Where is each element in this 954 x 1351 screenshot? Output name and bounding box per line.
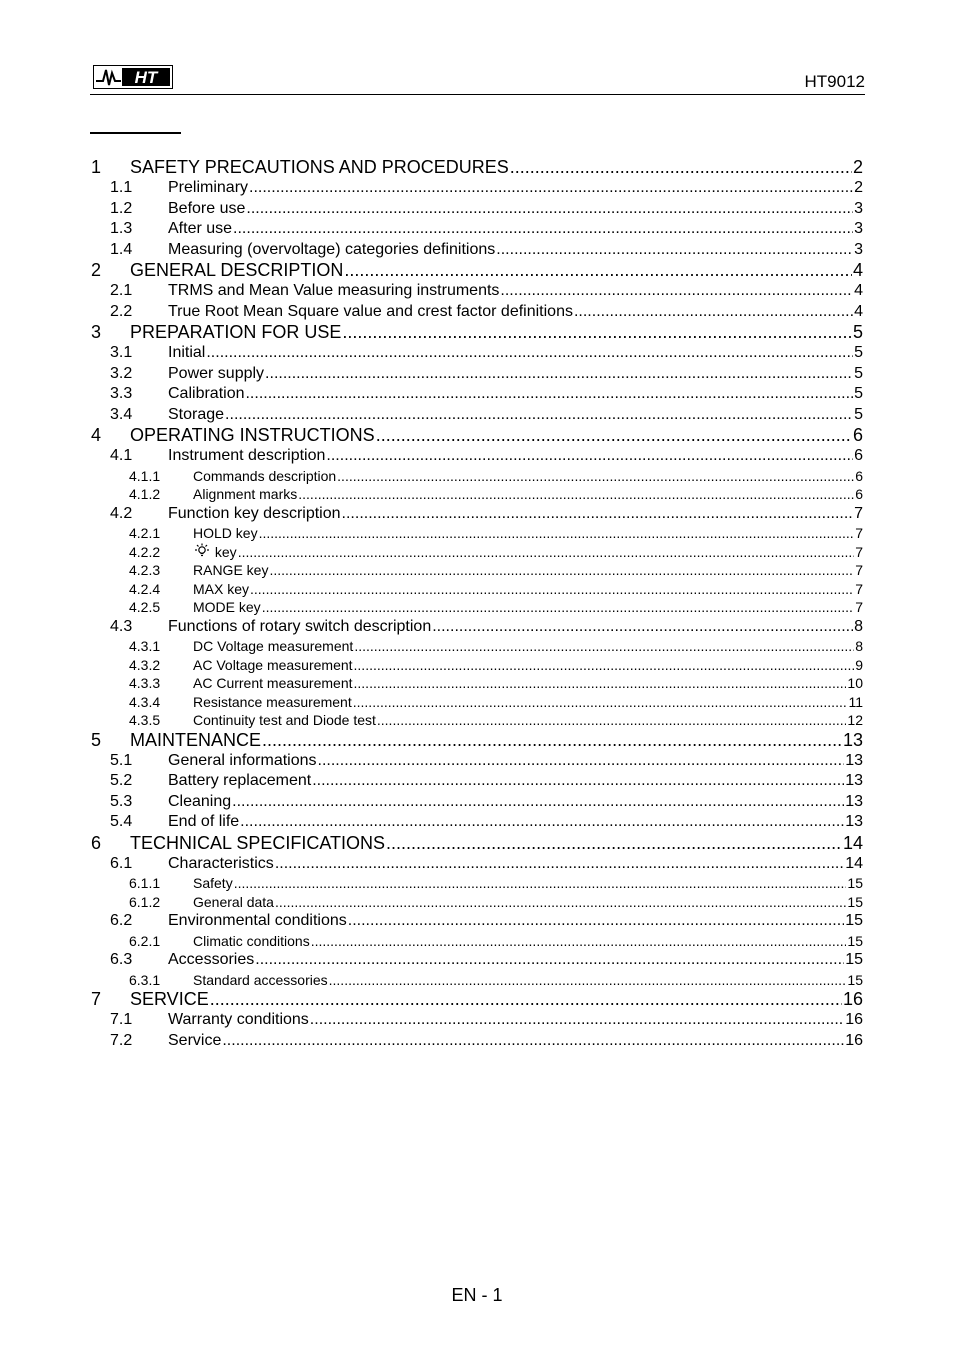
toc-dot-leader <box>574 302 853 323</box>
toc-entry-title-text: AC Current measurement <box>193 675 353 691</box>
toc-entry-number: 4.3.2 <box>129 656 161 673</box>
toc-entry-title-text: HOLD key <box>193 525 258 541</box>
toc-entry[interactable] <box>90 674 863 693</box>
toc-entry-number: 7.2 <box>110 1031 133 1049</box>
toc-entry-page: 15 <box>847 875 863 891</box>
toc-entry-page: 10 <box>847 675 863 691</box>
toc-entry[interactable] <box>90 989 863 1010</box>
toc-entry-number: 5.3 <box>110 792 133 810</box>
toc-dot-leader <box>510 157 852 178</box>
toc-entry-title <box>168 950 254 971</box>
toc-entry[interactable] <box>90 485 863 504</box>
toc-entry[interactable] <box>90 812 863 833</box>
toc-entry-page: 15 <box>847 893 863 910</box>
logo-text: HT <box>134 68 158 87</box>
toc-entry-page: 2 <box>852 157 863 177</box>
toc-entry-title-text: Alignment marks <box>193 486 298 502</box>
toc-entry-number: 1.1 <box>110 179 133 196</box>
toc-entry-page: 4 <box>854 302 863 320</box>
toc-dot-leader <box>269 561 854 580</box>
toc-entry-title <box>168 617 431 638</box>
toc-entry-title-text: Functions of rotary switch description <box>168 617 432 635</box>
toc-entry-number: 2.1 <box>110 282 133 299</box>
toc-entry-title <box>193 693 352 712</box>
toc-entry-number: 5.4 <box>110 813 133 830</box>
toc-entry-number: 6.1.2 <box>129 893 161 910</box>
toc-entry[interactable] <box>90 693 863 712</box>
toc-entry-title <box>130 833 385 854</box>
toc-entry-title-text: Accessories <box>168 951 255 968</box>
toc-entry-title <box>193 674 353 693</box>
toc-entry[interactable] <box>90 656 863 675</box>
toc-entry-title <box>168 1010 309 1031</box>
toc-entry-page: 5 <box>854 344 863 361</box>
toc-entry[interactable] <box>90 561 863 580</box>
toc-entry[interactable] <box>90 260 863 281</box>
toc-entry-title <box>130 157 509 178</box>
toc-entry-title <box>168 792 231 813</box>
toc-entry-title <box>193 485 297 504</box>
toc-entry-title <box>168 384 244 405</box>
toc-dot-leader <box>275 893 846 912</box>
ht-logo-icon <box>93 65 173 89</box>
toc-entry-title-text: Function key description <box>168 504 341 522</box>
toc-entry-title-text: Instrument description <box>168 447 326 464</box>
toc-entry-page: 16 <box>845 1011 863 1028</box>
toc-entry-title-text: MAX key <box>193 580 250 597</box>
toc-entry-page: 3 <box>854 220 863 237</box>
toc-entry-title-text: MAINTENANCE <box>130 729 262 750</box>
toc-entry-title-text: End of life <box>168 813 240 830</box>
toc-entry-page: 5 <box>854 385 863 402</box>
toc-entry-title <box>168 854 274 875</box>
toc-dot-leader <box>342 322 852 343</box>
toc-entry-title <box>168 504 341 525</box>
toc-entry-page: 7 <box>855 562 863 578</box>
toc-dot-leader <box>310 1010 844 1031</box>
toc-entry-number: 7.1 <box>110 1011 133 1028</box>
toc-entry-title-text: TECHNICAL SPECIFICATIONS <box>130 832 386 853</box>
toc-dot-leader <box>354 674 847 693</box>
toc-entry-title-text: Standard accessories <box>193 971 328 988</box>
toc-dot-leader <box>312 771 844 792</box>
toc-entry-page: 7 <box>855 599 863 615</box>
toc-entry-number: 6.1.1 <box>129 875 161 891</box>
toc-entry-number: 4.3 <box>110 617 133 635</box>
toc-entry-title-text: Service <box>168 1031 222 1049</box>
toc-entry-page: 15 <box>847 932 863 949</box>
toc-dot-leader <box>377 711 847 730</box>
toc-entry-number: 1.2 <box>110 199 133 217</box>
toc-entry-title <box>168 302 573 323</box>
toc-entry-title <box>193 524 258 543</box>
model-name: HT9012 <box>804 72 865 91</box>
toc-entry-number: 6.3 <box>110 951 133 968</box>
toc-entry-page: 9 <box>855 656 863 673</box>
toc-entry-number: 4 <box>91 425 102 445</box>
toc-entry-number: 4.1.1 <box>129 467 161 484</box>
toc-entry-page: 12 <box>847 712 863 728</box>
toc-entry-number: 3.4 <box>110 405 133 423</box>
toc-entry[interactable] <box>90 240 863 261</box>
toc-dot-leader <box>386 833 842 854</box>
toc-entry-page: 16 <box>845 1031 863 1049</box>
toc-dot-leader <box>318 751 845 772</box>
toc-dot-leader <box>496 240 853 261</box>
toc-entry-number: 5.2 <box>110 772 133 789</box>
toc-entry-page: 3 <box>854 199 863 217</box>
toc-dot-leader <box>250 580 854 599</box>
toc-dot-leader <box>233 219 853 240</box>
toc-dot-leader <box>344 260 852 281</box>
toc-entry-title-text: SAFETY PRECAUTIONS AND PROCEDURES <box>130 157 509 177</box>
toc-dot-leader <box>222 1031 844 1052</box>
toc-entry-number: 6.3.1 <box>129 971 161 988</box>
toc-entry-title <box>193 561 268 580</box>
toc-entry-title-text: Cleaning <box>168 792 232 810</box>
toc-entry-title <box>168 751 317 772</box>
toc-entry-page: 16 <box>842 989 863 1009</box>
toc-dot-leader <box>206 343 853 364</box>
toc-entry-page: 13 <box>845 813 863 830</box>
toc-entry-title <box>168 199 245 220</box>
toc-entry[interactable] <box>90 751 863 772</box>
toc-entry-number: 4.2.3 <box>129 562 161 578</box>
toc-entry-title-text: Measuring (overvoltage) categories definitions <box>168 240 496 258</box>
toc-entry-title <box>168 281 499 302</box>
toc-entry-title-text: General informations <box>168 751 317 769</box>
toc-entry[interactable] <box>90 711 863 730</box>
toc-entry-title <box>193 543 237 562</box>
toc-entry-title-text: PREPARATION FOR USE <box>130 322 342 342</box>
toc-entry[interactable] <box>90 1010 863 1031</box>
toc-entry[interactable] <box>90 950 863 971</box>
toc-entry-number: 4.2.2 <box>129 543 161 560</box>
toc-entry[interactable] <box>90 322 863 343</box>
toc-entry-title <box>193 467 336 486</box>
toc-entry-title <box>168 240 495 261</box>
toc-entry-title-text: SERVICE <box>130 989 209 1009</box>
toc-entry-number: 4.3.4 <box>129 693 161 710</box>
toc-entry-title <box>193 932 310 951</box>
table-of-contents <box>90 157 863 1051</box>
toc-entry[interactable] <box>90 911 863 932</box>
toc-entry-title-text: RANGE key <box>193 562 269 578</box>
page-header <box>90 58 865 95</box>
toc-entry-title <box>168 771 311 792</box>
title-rule <box>90 132 181 134</box>
toc-dot-leader <box>232 792 844 813</box>
toc-entry-number: 3.2 <box>110 364 133 382</box>
toc-entry-title-text: Calibration <box>168 385 245 402</box>
toc-entry-title <box>193 656 353 675</box>
toc-entry-number: 4.3.3 <box>129 675 161 691</box>
toc-dot-leader <box>298 485 854 504</box>
toc-dot-leader <box>353 693 848 712</box>
toc-entry-number: 3 <box>91 322 102 342</box>
toc-entry[interactable] <box>90 524 863 543</box>
toc-dot-leader <box>376 425 852 446</box>
toc-dot-leader <box>246 199 853 220</box>
toc-dot-leader <box>337 467 854 486</box>
toc-entry-title-text: True Root Mean Square value and crest factor definitions <box>168 302 573 320</box>
toc-entry-number: 1.4 <box>110 240 133 258</box>
toc-entry-title <box>130 425 375 446</box>
toc-entry-title-text: Climatic conditions <box>193 932 310 949</box>
toc-entry[interactable] <box>90 598 863 617</box>
toc-entry-page: 8 <box>855 638 863 654</box>
toc-entry[interactable] <box>90 792 863 813</box>
toc-entry-page: 15 <box>847 971 863 988</box>
toc-entry-number: 6 <box>91 832 102 853</box>
toc-entry-page: 7 <box>855 525 863 541</box>
toc-entry-title <box>168 343 205 364</box>
toc-entry-title-text: Initial <box>168 344 206 361</box>
toc-entry-page: 5 <box>854 405 863 423</box>
toc-entry[interactable] <box>90 302 863 323</box>
toc-entry[interactable] <box>90 637 863 656</box>
toc-dot-leader <box>275 854 844 875</box>
toc-dot-leader <box>245 384 853 405</box>
toc-entry-number: 3.3 <box>110 385 133 402</box>
toc-entry-title <box>168 446 325 467</box>
toc-entry-title-text: Storage <box>168 405 225 423</box>
toc-entry-title-text: General data <box>193 893 274 910</box>
toc-dot-leader <box>249 178 853 199</box>
toc-dot-leader <box>329 971 847 990</box>
toc-entry-page: 7 <box>855 543 863 560</box>
toc-entry-page: 13 <box>845 792 863 810</box>
toc-entry[interactable] <box>90 833 863 854</box>
toc-dot-leader <box>326 446 853 467</box>
toc-entry-number: 6.2.1 <box>129 932 161 949</box>
toc-entry-page: 13 <box>845 772 863 789</box>
page-number: EN - 1 <box>451 1285 503 1305</box>
toc-dot-leader <box>259 524 855 543</box>
toc-entry-title <box>168 911 347 932</box>
toc-entry-title-text: Warranty conditions <box>168 1011 309 1028</box>
toc-dot-leader <box>348 911 844 932</box>
toc-entry-title-text: GENERAL DESCRIPTION <box>130 260 344 280</box>
toc-dot-leader <box>210 989 842 1010</box>
toc-entry-number: 7 <box>91 989 102 1009</box>
toc-entry[interactable] <box>90 730 863 751</box>
toc-entry-page: 6 <box>855 486 863 502</box>
toc-entry-number: 1 <box>91 157 102 177</box>
toc-entry-page: 3 <box>854 240 863 258</box>
toc-entry[interactable] <box>90 199 863 220</box>
toc-entry-page: 6 <box>855 467 863 484</box>
toc-entry[interactable] <box>90 405 863 426</box>
toc-entry-number: 2 <box>91 260 102 280</box>
toc-entry-title-text: Continuity test and Diode test <box>193 712 376 728</box>
toc-entry-number: 4.2.1 <box>129 525 161 541</box>
toc-entry-title-text: Safety <box>193 875 233 891</box>
toc-dot-leader <box>255 950 844 971</box>
toc-entry-page: 6 <box>854 447 863 464</box>
toc-entry[interactable] <box>90 157 863 178</box>
toc-entry-page: 7 <box>854 504 863 522</box>
toc-entry-number: 4.2.5 <box>129 599 161 615</box>
toc-entry-title <box>168 178 248 199</box>
toc-dot-leader <box>500 281 853 302</box>
toc-entry-title <box>193 893 274 912</box>
toc-dot-leader <box>262 598 855 617</box>
toc-entry[interactable] <box>90 617 863 638</box>
toc-entry-title <box>193 874 233 893</box>
toc-entry-title-text: Environmental conditions <box>168 912 347 929</box>
toc-entry[interactable] <box>90 219 863 240</box>
toc-entry-title <box>168 405 224 426</box>
toc-dot-leader <box>262 730 842 751</box>
toc-entry-title <box>193 598 261 617</box>
toc-entry-title <box>168 364 264 385</box>
toc-dot-leader <box>354 656 855 675</box>
toc-entry-number: 1.3 <box>110 220 133 237</box>
toc-entry[interactable] <box>90 504 863 525</box>
toc-entry-number: 4.3.5 <box>129 712 161 728</box>
toc-entry-page: 11 <box>848 693 863 710</box>
toc-entry-title <box>130 322 341 343</box>
toc-dot-leader <box>354 637 854 656</box>
toc-entry[interactable] <box>90 425 863 446</box>
toc-entry[interactable] <box>90 874 863 893</box>
toc-entry-title-text: TRMS and Mean Value measuring instruments <box>168 282 500 299</box>
toc-entry[interactable] <box>90 893 863 912</box>
toc-entry-title-text: AC Voltage measurement <box>193 656 353 673</box>
toc-entry-title-text: After use <box>168 220 233 237</box>
toc-entry[interactable] <box>90 854 863 875</box>
toc-entry-page: 2 <box>854 179 863 196</box>
toc-entry-page: 8 <box>854 617 863 635</box>
toc-entry[interactable] <box>90 1031 863 1052</box>
toc-dot-leader <box>225 405 853 426</box>
toc-entry[interactable] <box>90 932 863 951</box>
toc-entry-number: 5.1 <box>110 751 133 769</box>
toc-entry-number: 5 <box>91 729 102 750</box>
toc-entry[interactable] <box>90 467 863 486</box>
toc-entry[interactable] <box>90 384 863 405</box>
toc-entry-page: 14 <box>845 854 863 872</box>
toc-entry[interactable] <box>90 178 863 199</box>
toc-dot-leader <box>240 812 844 833</box>
toc-entry-page: 15 <box>845 951 863 968</box>
toc-dot-leader <box>238 543 855 562</box>
toc-entry-title <box>193 971 328 990</box>
toc-entry-title-text: DC Voltage measurement <box>193 638 354 654</box>
toc-entry-page: 5 <box>854 364 863 382</box>
toc-entry-title <box>168 219 232 240</box>
toc-entry-number: 6.1 <box>110 854 133 872</box>
toc-entry-number: 4.3.1 <box>129 638 161 654</box>
toc-entry-title-text: Power supply <box>168 364 265 382</box>
toc-entry[interactable] <box>90 971 863 990</box>
toc-entry-number: 4.1.2 <box>129 486 161 502</box>
toc-entry-number: 4.2 <box>110 504 133 522</box>
toc-entry-title <box>130 730 261 751</box>
toc-dot-leader <box>432 617 853 638</box>
toc-entry-page: 15 <box>845 912 863 929</box>
toc-entry-title <box>193 580 249 599</box>
toc-entry-title-text: Resistance measurement <box>193 693 352 710</box>
toc-entry[interactable] <box>90 364 863 385</box>
toc-entry-number: 4.2.4 <box>129 580 161 597</box>
toc-entry[interactable] <box>90 771 863 792</box>
toc-dot-leader <box>311 932 847 951</box>
toc-entry-title <box>193 711 376 730</box>
toc-entry-number: 3.1 <box>110 344 133 361</box>
toc-dot-leader <box>265 364 853 385</box>
toc-entry-title-text: Characteristics <box>168 854 274 872</box>
toc-dot-leader <box>234 874 847 893</box>
toc-entry-title <box>193 637 353 656</box>
toc-entry[interactable] <box>90 580 863 599</box>
toc-entry-number: 6.2 <box>110 912 133 929</box>
toc-entry-title-text: OPERATING INSTRUCTIONS <box>130 425 375 445</box>
toc-entry-page: 6 <box>852 425 863 445</box>
toc-entry[interactable] <box>90 343 863 364</box>
toc-entry-title-text: MODE key <box>193 599 261 615</box>
toc-entry-title <box>168 812 239 833</box>
toc-entry-title-text: Battery replacement <box>168 772 312 789</box>
toc-entry-page: 4 <box>854 282 863 299</box>
toc-entry-title-text: Preliminary <box>168 179 249 196</box>
toc-entry-page: 13 <box>845 751 863 769</box>
toc-entry[interactable] <box>90 281 863 302</box>
toc-entry-title-text: Commands description <box>193 467 337 484</box>
toc-entry-title <box>130 989 209 1010</box>
toc-entry-page: 14 <box>842 832 863 853</box>
toc-entry-page: 7 <box>855 580 863 597</box>
toc-entry-page: 4 <box>852 260 863 280</box>
toc-entry-page: 5 <box>852 322 863 342</box>
toc-entry-number: 2.2 <box>110 302 133 320</box>
toc-entry-title <box>130 260 343 281</box>
toc-entry[interactable] <box>90 446 863 467</box>
toc-entry-title-text: key <box>214 543 237 560</box>
toc-entry-title <box>168 1031 221 1052</box>
toc-entry-page: 13 <box>842 729 863 750</box>
toc-entry-number: 4.1 <box>110 447 133 464</box>
lightbulb-icon <box>193 543 211 559</box>
toc-dot-leader <box>342 504 854 525</box>
toc-entry-title-text: Before use <box>168 199 246 217</box>
toc-entry[interactable] <box>90 543 863 562</box>
